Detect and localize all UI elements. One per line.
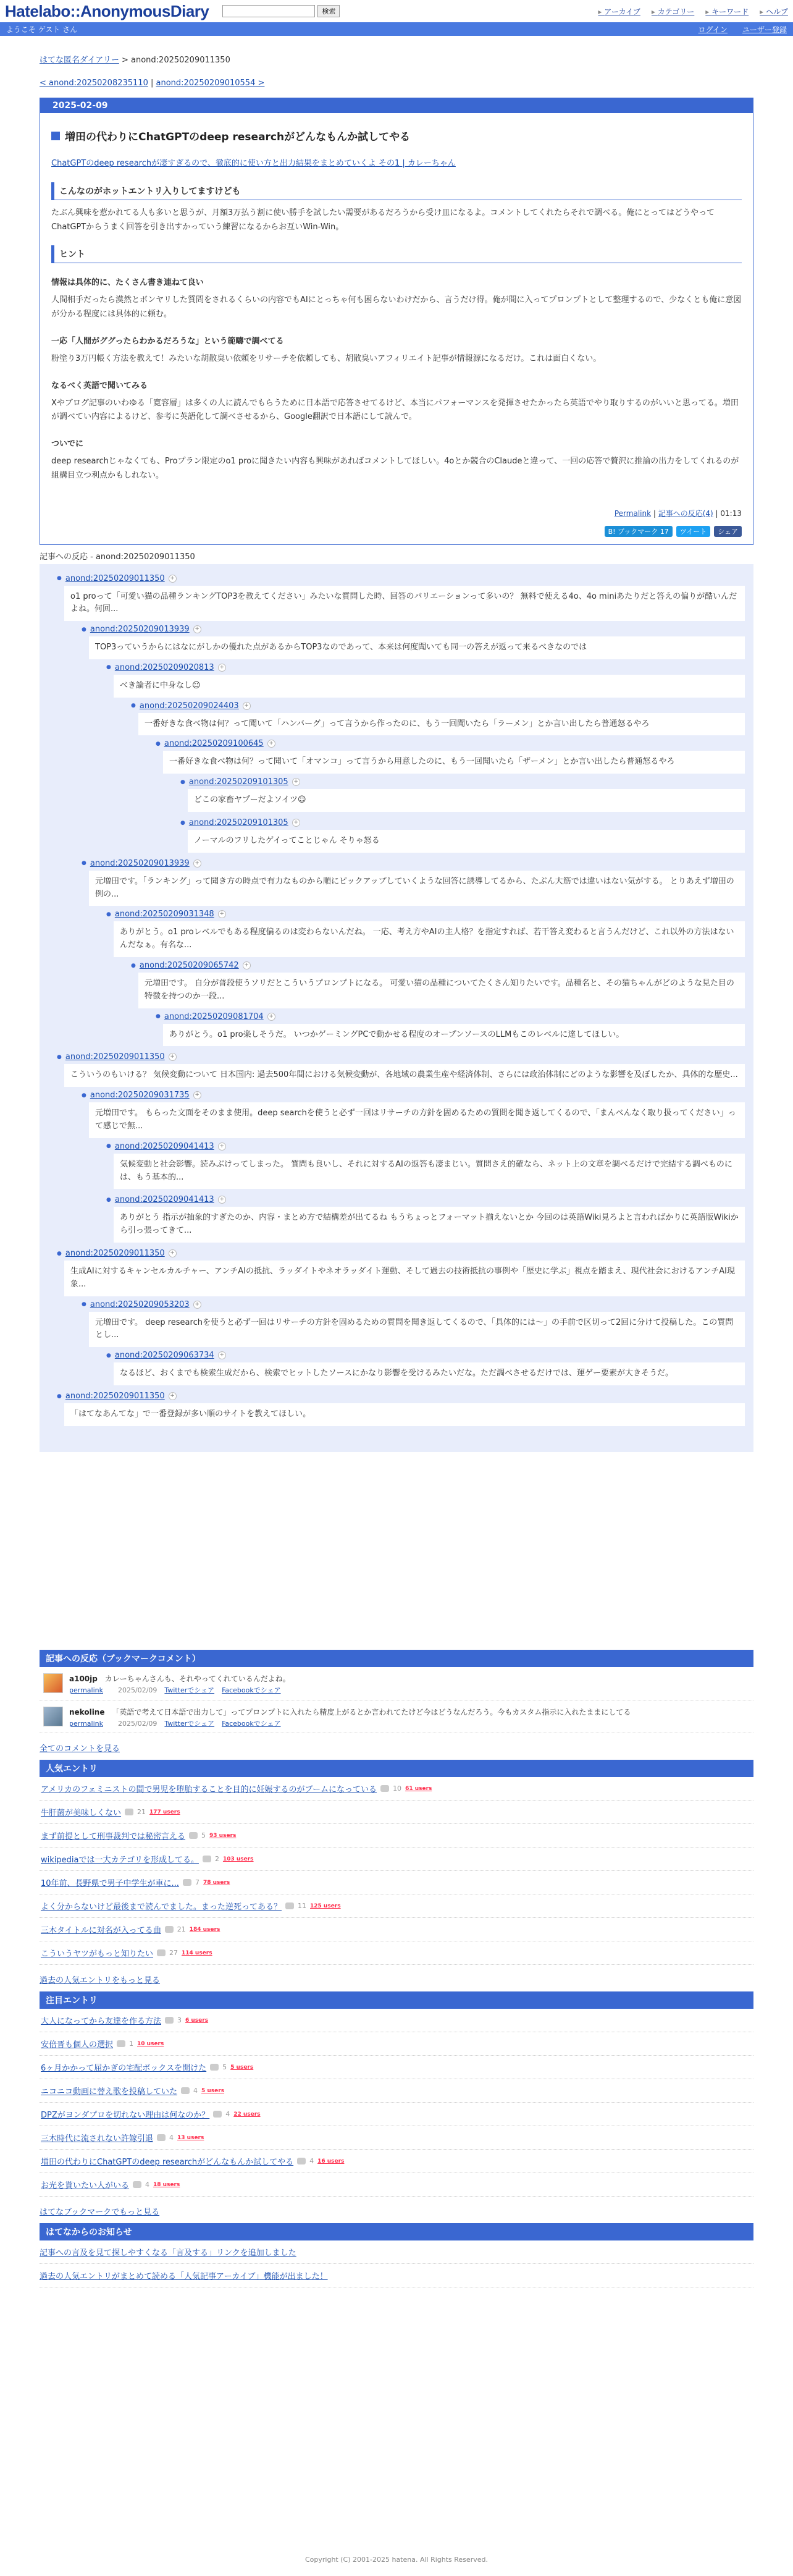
comment-count: 4 [169,2134,174,2142]
comment-count: 27 [169,1949,178,1957]
site-logo[interactable]: Hatelabo::AnonymousDiary [5,1,209,20]
reaction-node [57,1391,753,1426]
reaction-node-head [82,859,753,868]
reaction-node-head [57,574,753,583]
comment-icon [157,2134,166,2141]
comment-icon [157,1949,166,1956]
hatena-bookmark-button[interactable]: B! ブックマーク 17 [605,526,673,537]
ranking-link[interactable]: まず前提として刑事裁判では秘密言える [41,1832,186,1842]
reaction-node-head [57,1052,753,1062]
reaction-node-head [106,1195,753,1204]
reaction-node-head [106,663,753,672]
facebook-share-button[interactable]: シェア [714,526,742,537]
user-bar [0,22,793,36]
expand-icon[interactable]: + [193,859,201,868]
comment-icon [380,1785,389,1792]
reaction-excerpt: ありがとう 指示が抽象的すぎたのか、内容・まとめ方で結構差が出てるね もうちょっとフォーマット揃えないとか 今回のは英語Wiki見ろよと言わればかりに英語版Wikiから引っ張ってきて... [114,1207,745,1243]
reaction-node-head [156,1012,753,1021]
reaction-node-head [82,1091,753,1100]
expand-icon[interactable]: + [243,961,251,969]
ranking-item [40,2126,753,2150]
reaction-node [57,1052,753,1243]
breadcrumb-current: anond:20250209011350 [131,56,230,65]
expand-icon[interactable]: + [218,1142,226,1151]
reaction-link[interactable]: ● anond:20250209011350 [65,573,165,583]
comment-icon [213,2111,222,2118]
comment-icon [133,2181,141,2188]
reaction-subtree [106,701,753,853]
reaction-link[interactable]: ● anond:20250209063734 [114,1351,214,1361]
users-badge[interactable]: 114 users [182,1949,212,1956]
ranking-item [40,2056,753,2079]
users-badge[interactable]: 125 users [310,1902,341,1909]
comment-icon [285,1902,294,1909]
reaction-excerpt: 生成AIに対するキャンセルカルチャー、アンチAIの抵抗、ラッダイトやネオラッダイト運動、そして過去の技術抵抗の事例や「歴史に学ぶ」視点を踏まえ、現代社会におけるアンチAI現象... [64,1261,745,1296]
avatar[interactable] [43,1673,63,1693]
ranking-link[interactable]: 10年前、長野県で男子中学生が車に... [41,1879,179,1889]
ranking-link[interactable]: アメリカのフェミニストの間で男児を堕胎することを目的に妊娠するのがブームになっている [41,1785,377,1795]
subheading-2: 一応「人間がググったらわかるだろうな」という範疇で調べてる [51,336,284,346]
reaction-node [82,1300,753,1385]
ranking-item [40,1941,753,1965]
reaction-node-head [57,1249,753,1258]
ranking-item [40,1894,753,1918]
ranking-item [40,2103,753,2126]
news-heading: はてなからのお知らせ [40,2223,753,2240]
reaction-subtree [57,1300,753,1385]
search-button[interactable]: 検索 [317,5,340,17]
ranking-item [40,1824,753,1848]
reaction-excerpt: ありがとう。o1 proレベルでもある程度偏るのは変わらないんだね。 一応、考え方やAIの主人格？を指定すれば、若干答え変わると言うんだけど、これ以外の方法はないんだなぁ。有名な... [114,921,745,957]
news-item [40,2240,753,2264]
news-item [40,2264,753,2287]
spacer [40,1452,753,1637]
bookmark-comments-heading: 記事への反応（ブックマークコメント） [40,1650,753,1667]
ranking-link[interactable]: wikipediaでは一大カテゴリを形成してる。 [41,1856,199,1865]
reaction-node [106,1351,753,1385]
bookmark-permalink[interactable]: permalink [69,1719,103,1728]
tweet-button[interactable]: ツイート [676,526,710,537]
share-facebook-link[interactable]: Facebookでシェア [222,1719,281,1728]
reaction-node [82,1091,753,1243]
pager-separator: | [148,78,156,88]
entry-title[interactable] [51,128,742,143]
bookmark-comment-text: 「英語で考えて日本語で出力して」ってプロンプトに入れたら精度上がるとか言われてたけど今はどうなんだろう。今もカスタム指示に入れたままにしてる [112,1707,631,1717]
expand-icon[interactable]: + [292,778,300,786]
expand-icon[interactable]: + [267,740,275,748]
users-badge[interactable]: 5 users [201,2087,225,2094]
bookmark-comment-text: カレーちゃんさんも、それやってくれているんだよね。 [104,1674,290,1683]
expand-icon[interactable]: + [169,1053,177,1061]
reaction-node-head [106,1351,753,1360]
ranking-item [40,1848,753,1871]
comment-icon [181,2087,190,2094]
entry-title-text: 増田の代わりにChatGPTのdeep researchがどんなもんか試してやる [65,131,411,143]
bookmark-date: 2025/02/09 [118,1686,157,1694]
entry-paragraph-3: 粉塗り3万円帳く方法を教えて！みたいな胡散臭い依頼をリサーチを依頼しても、胡散臭いアフィリエイト記事が情報源になるだけ。これは面白くない。 [51,353,602,363]
tree-caption: 記事への反応 - anond:20250209011350 [40,552,195,562]
reaction-link[interactable]: ● anond:20250209041413 [114,1141,214,1151]
users-badge[interactable]: 16 users [317,2158,345,2164]
entry-paragraph-4: Xやブログ記事のいわゆる「寛容層」は多くの人に読んでもらうために日本語で応答させてるけど、本当にパフォーマンスを発揮させたかったら英語でやり取りするのがいいと思ってる。増田が調べてい内容によるけど、参考に英語化して調べさせるから、Google翻訳で日本語にして読んで。 [51,398,739,422]
reaction-link[interactable]: ● anond:20250209053203 [90,1299,190,1309]
ranking-link[interactable]: DPZがヨンダプロを切れない理由は何なのか？ [41,2111,210,2121]
breadcrumb [40,53,753,65]
reaction-subtree [131,739,753,852]
footer-copyright: Copyright (C) 2001-2025 hatena. All Rights Reserved. [305,2556,488,2564]
comment-count: 5 [201,1831,206,1840]
bookmark-comment [40,1667,753,1700]
ranking-item [40,2032,753,2056]
reaction-node-head [82,1300,753,1309]
entry-date: 2025-02-09 [40,98,753,113]
users-badge[interactable]: 10 users [137,2040,164,2047]
reaction-subtree [131,1012,753,1047]
reaction-node [156,1012,753,1047]
comment-count: 3 [177,2016,182,2025]
bookmark-comment [40,1700,753,1734]
reaction-node-head [156,739,753,748]
bookmark-user[interactable]: nekoline [69,1707,105,1717]
users-badge[interactable]: 93 users [209,1832,237,1839]
main-container [40,36,753,2287]
comment-count: 21 [137,1808,146,1817]
reaction-link[interactable]: ● anond:20250209020813 [114,662,214,672]
subheading-1: 情報は具体的に、たくさん書き連ねて良い [51,278,204,288]
reaction-link[interactable]: ● anond:20250209011350 [65,1391,165,1401]
reaction-node [106,663,753,853]
ranking-link[interactable]: 6ヶ月かかって屈かぎの宅配ボックスを開けた [41,2064,207,2074]
reaction-node [180,818,753,853]
reaction-excerpt: 元増田です。 自分が普段使うソリだとこういうプロンプトになる。 可愛い猫の品種についてたくさん知りたいです。品種名と、その猫ちゃんがどのような見た目の特徴を持つのか一段... [138,973,745,1008]
reaction-excerpt: 「はてなあんてな」で一番登録が多い順のサイトを教えてほしい。 [64,1403,745,1426]
comment-icon [125,1809,133,1815]
news-link[interactable]: 過去の人気エントリがまとめて読める「人気記事アーカイブ」機能が出ました！ [40,2272,328,2282]
breadcrumb-separator: > [119,56,132,65]
comment-count: 4 [309,2157,314,2166]
users-badge[interactable]: 6 users [185,2017,209,2024]
reactions-link[interactable]: 記事への反応(4) [658,509,713,518]
ranking-item [40,2150,753,2173]
users-badge[interactable]: 18 users [153,2181,180,2188]
users-badge[interactable]: 22 users [233,2111,261,2118]
register-link[interactable]: ユーザー登録 [742,25,787,34]
source-link[interactable]: ChatGPTのdeep researchが凄すぎるので、徹底的に使い方と出力結果をまとめていくよ その1 | カレーちゃん [51,159,456,168]
reaction-subtree [82,1142,753,1243]
reaction-node [156,739,753,852]
reaction-excerpt: ノーマルのフリしたゲイってことじゃん そりゃ怒る [188,830,745,853]
comment-count: 21 [177,1925,186,1934]
expand-icon[interactable]: + [169,575,177,583]
ranking-link[interactable]: 大人になってから友達を作る方法 [41,2017,162,2027]
entry-time: 01:13 [720,509,742,518]
reaction-link[interactable]: ● anond:20250209101305 [188,818,288,828]
all-comments-link[interactable]: 全てのコメントを見る [40,1744,120,1754]
subheading-3: なるべく英語で聞いてみる [51,381,148,391]
search-input[interactable] [222,5,315,17]
expand-icon[interactable]: + [169,1249,177,1257]
welcome-text: ようこそ ゲスト さん [6,25,78,34]
news-link[interactable]: 記事への言及を見て探しやすくなる「言及する」リンクを追加しました [40,2249,296,2258]
breadcrumb-home[interactable]: はてな匿名ダイアリー [40,56,119,65]
reaction-link[interactable]: ● anond:20250209031348 [114,910,214,919]
reaction-node-head [180,818,753,827]
ranking-item [40,1801,753,1824]
comment-icon [189,1832,198,1839]
bookmark-comment-list [40,1667,753,1734]
next-entry-link[interactable]: anond:20250209010554 > [156,78,265,88]
ranking-link[interactable]: こういうヤツがもっと知りたい [41,1949,154,1959]
reaction-excerpt: こういうのもいける？ 気候変動について 日本国内: 過去500年間における気候変動が、各地域の農業生産や経済体制、さらには政治体制にどのような影響を及ぼしたか、具体的な歴史... [64,1064,745,1087]
comment-count: 1 [129,2040,134,2048]
expand-icon[interactable]: + [218,664,226,672]
bookmark-user[interactable]: a100jp [69,1674,98,1683]
reaction-link[interactable]: ● anond:20250209031735 [90,1091,190,1100]
share-twitter-link[interactable]: Twitterでシェア [164,1686,215,1694]
reaction-link[interactable]: ● anond:20250209100645 [164,739,264,749]
reaction-excerpt: o1 proって「可愛い猫の品種ランキングTOP3を教えてください」みたいな質問した時、回答のバリエーションって多いの？ 無料で使える4o、4o miniあたりだと答えの偏りが酷いんだよね。何回... [64,586,745,622]
reaction-node [106,1142,753,1189]
diary-entry [40,98,753,545]
reaction-link[interactable]: ● anond:20250209011350 [65,1052,165,1062]
share-row [51,526,742,537]
reaction-tree [40,564,753,1452]
users-badge[interactable]: 184 users [189,1926,220,1933]
comment-count: 4 [225,2110,230,2119]
title-square-icon [51,132,60,140]
reaction-excerpt: 元増田です。 もらった文面をそのまま使用。deep searchを使うと必ず一回はリサーチの方針を固めるための質問を聞き返してくるので、「まんべんなく取り扱ってください」って感じで無... [89,1102,745,1138]
comment-icon [297,2158,306,2164]
entry-paragraph-1: たぶん興味を惹かれてる人も多いと思うが、月額3万払う割に使い勝手を試したい需要があるだろうから受け皿になるよ。コメントしてくれたらそれで調べる。俺にとってはどうやってChatGPTからうまく回答を引き出すかっていう練習になるからお互いWin-Win。 [51,208,715,232]
reaction-tree-root [40,574,753,1426]
comment-icon [165,2017,174,2024]
comment-count: 5 [222,2063,227,2072]
comment-icon [183,1879,191,1886]
reaction-excerpt: TOP3っていうからにはなにがしかの優れた点があるからTOP3なのであって、本来は何度聞いても同一の答えが返って来るべきなのでは [89,636,745,659]
ranking-item [40,2079,753,2103]
popular-heading: 人気エントリ [40,1760,753,1777]
comment-count: 7 [195,1878,199,1887]
top-nav [598,6,788,17]
top-bar [0,0,793,22]
reaction-excerpt: 一番好きな食べ物は何？って聞いて「ハンバーグ」って言うから作ったのに、もう一回聞いたら「ラーメン」とか言い出したら普通怒るやろ [138,713,745,736]
nav-archive[interactable]: ▸ アーカイブ [598,6,640,17]
reaction-node [57,574,753,1047]
reaction-link[interactable]: ● anond:20250209013939 [90,625,190,635]
news-list [40,2240,753,2287]
reaction-node [180,777,753,812]
ranking-item [40,1871,753,1894]
entry-footer: Permalink | 記事への反応(4) | 01:13 [614,509,742,518]
comment-icon [117,2040,125,2047]
reaction-subtree [82,1351,753,1385]
expand-icon[interactable]: + [169,1392,177,1400]
nav-category[interactable]: ▸ カテゴリー [652,6,694,17]
reaction-subtree [57,1091,753,1243]
comment-count: 4 [193,2087,198,2095]
popular-list [40,1777,753,1965]
entry-paragraph-2: 人間相手だったら漠然とボンヤリした質問をされるくらいの内容でもAIにとっちゃ何も困らないわけだから、言うだけ得。俺が間に入ってプロンプトとして整理するので、少なくとも俺に意図が分かる程度には具体的に頼む。 [51,295,742,319]
reaction-subtree [106,961,753,1046]
ranking-item [40,1918,753,1941]
reaction-node [131,961,753,1046]
reaction-subtree [82,663,753,853]
expand-icon[interactable]: + [243,702,251,710]
reaction-link[interactable]: ● anond:20250209065742 [139,961,239,971]
nav-keyword[interactable]: ▸ キーワード [705,6,749,17]
reaction-excerpt: なるほど、おくまでも検索生成だから、検索でヒットしたソースにかなり影響を受けるみたいだな。ただ調べさせるだけでは、運ゲー要素が大きそうだ。 [114,1362,745,1385]
section-heading-hint: ヒント [51,245,742,263]
reaction-node-head [57,1391,753,1401]
avatar[interactable] [43,1707,63,1726]
expand-icon[interactable]: + [218,1196,226,1204]
bookmark-date: 2025/02/09 [118,1719,157,1728]
bookmark-permalink[interactable]: permalink [69,1686,103,1694]
share-twitter-link[interactable]: Twitterでシェア [164,1719,215,1728]
reaction-node-head [82,625,753,634]
reaction-node-head [106,910,753,919]
expand-icon[interactable]: + [193,1091,201,1099]
ranking-link[interactable]: よく分からないけど最後まで読んでました。まった逆死ってある？ [41,1902,282,1912]
reaction-excerpt: 一番好きな食べ物は何？って聞いて「オマンコ」って言うから用意したのに、もう一回聞いたら「ザーメン」とか言い出したら普通怒るやろ [163,751,745,774]
users-badge[interactable]: 61 users [405,1785,432,1792]
expand-icon[interactable]: + [218,910,226,918]
reaction-excerpt: 元増田です。 deep researchを使うと必ず一回はリサーチの方針を固めるための質問を聞き返してくるので、「具体的には～」の手前で区切って2回に分けて投稿した。この質問とし... [89,1312,745,1348]
entry-pager [40,78,753,88]
prev-entry-link[interactable]: < anond:20250208235110 [40,78,148,88]
ranking-link[interactable]: 三木時代に流されない許嫁引退 [41,2134,154,2144]
login-link[interactable]: ログイン [698,25,728,34]
share-facebook-link[interactable]: Facebookでシェア [222,1686,281,1694]
entry-paragraph-5: deep researchじゃなくても、Proプラン限定のo1 proに聞きたい内容も興味があればコメントしてほしい。4oとか競合のClaudeと違って、一回の応答で贅沢に推論の出力をしてくれるのが組構目立つ利点かもしれない。 [51,457,739,480]
entry-body [40,113,753,544]
reaction-excerpt: ありがとう。o1 pro楽しそうだ。 いつかゲーミングPCで動かせる程度のオープンソースのLLMもこのレベルに達してほしい。 [163,1024,745,1047]
reaction-link[interactable]: ● anond:20250209013939 [90,858,190,868]
users-badge[interactable]: 5 users [230,2064,254,2071]
reaction-node [106,910,753,1046]
users-badge[interactable]: 103 users [222,1856,254,1862]
comment-count: 2 [214,1855,219,1864]
comment-icon [210,2064,219,2071]
notable-more-link[interactable]: はてなブックマークでもっと見る [40,2208,160,2218]
comment-count: 11 [298,1902,307,1911]
reaction-subtree [57,625,753,1046]
ranking-item [40,1777,753,1801]
comment-icon [165,1926,174,1933]
reaction-link[interactable]: ● anond:20250209011350 [65,1249,165,1259]
notable-heading: 注目エントリ [40,1991,753,2009]
nav-help[interactable]: ▸ ヘルプ [760,6,788,17]
expand-icon[interactable]: + [193,1301,201,1309]
reaction-subtree [82,910,753,1046]
reaction-excerpt: どこの家畜ヤプーだよソイツ☺ [188,789,745,812]
reaction-link[interactable]: ● anond:20250209081704 [164,1011,264,1021]
permalink[interactable]: Permalink [614,509,652,518]
ranking-link[interactable]: 増田の代わりにChatGPTのdeep researchがどんなもんか試してやる [41,2158,294,2168]
reaction-link[interactable]: ● anond:20250209041413 [114,1195,214,1205]
reaction-excerpt: 気候変動と社会影響。読みぶけってしまった。 質問も良いし、それに対するAIの返答も凄まじい。質問さえ的確なら、ネット上の文章を調べるだけで完結する調べものには、もう基本的... [114,1154,745,1189]
ranking-item [40,2173,753,2197]
reaction-node [131,701,753,853]
reaction-node-head [131,701,753,711]
users-badge[interactable]: 78 users [203,1879,230,1886]
expand-icon[interactable]: + [193,625,201,633]
ranking-link[interactable]: ニコニコ動画に替え歌を投稿していた [41,2087,178,2097]
reaction-node-head [131,961,753,970]
reaction-subtree [156,777,753,853]
reaction-node [82,859,753,1047]
reaction-excerpt: べき論者に中身なし☺ [114,675,745,698]
users-badge[interactable]: 177 users [149,1809,180,1815]
reaction-node [106,1195,753,1243]
ranking-link[interactable]: 安倍晋も個人の選択 [41,2040,114,2050]
reaction-node-head [106,1142,753,1151]
ranking-item [40,2009,753,2032]
expand-icon[interactable]: + [267,1013,275,1021]
notable-list [40,2009,753,2197]
comment-icon [203,1856,211,1862]
ranking-link[interactable]: 牛肝菌が美味しくない [41,1809,122,1818]
reaction-node [82,625,753,853]
subheading-4: ついでに [51,439,84,449]
section-heading-input: こんなのがホットエントリ入りしてますけども [51,182,742,200]
popular-more-link[interactable]: 過去の人気エントリをもっと見る [40,1976,161,1986]
users-badge[interactable]: 13 users [177,2134,204,2141]
ranking-link[interactable]: お光を貰いたい人がいる [41,2181,130,2191]
reaction-node [57,1249,753,1385]
ranking-link[interactable]: 三木タイトルに対名が入ってる曲 [41,1926,161,1936]
comment-count: 10 [393,1784,402,1793]
expand-icon[interactable]: + [292,819,300,827]
expand-icon[interactable]: + [218,1351,226,1359]
reaction-link[interactable]: ● anond:20250209024403 [139,701,239,711]
comment-count: 4 [145,2181,150,2189]
reaction-node-head [180,777,753,787]
reaction-link[interactable]: ● anond:20250209101305 [188,777,288,787]
reaction-excerpt: 元増田です。「ランキング」って聞き方の時点で有力なものから順にピックアップしていくような回答に誘導してるから、たぶん大筋では違いはない気がする。 とりあえず増田の例の... [89,871,745,906]
